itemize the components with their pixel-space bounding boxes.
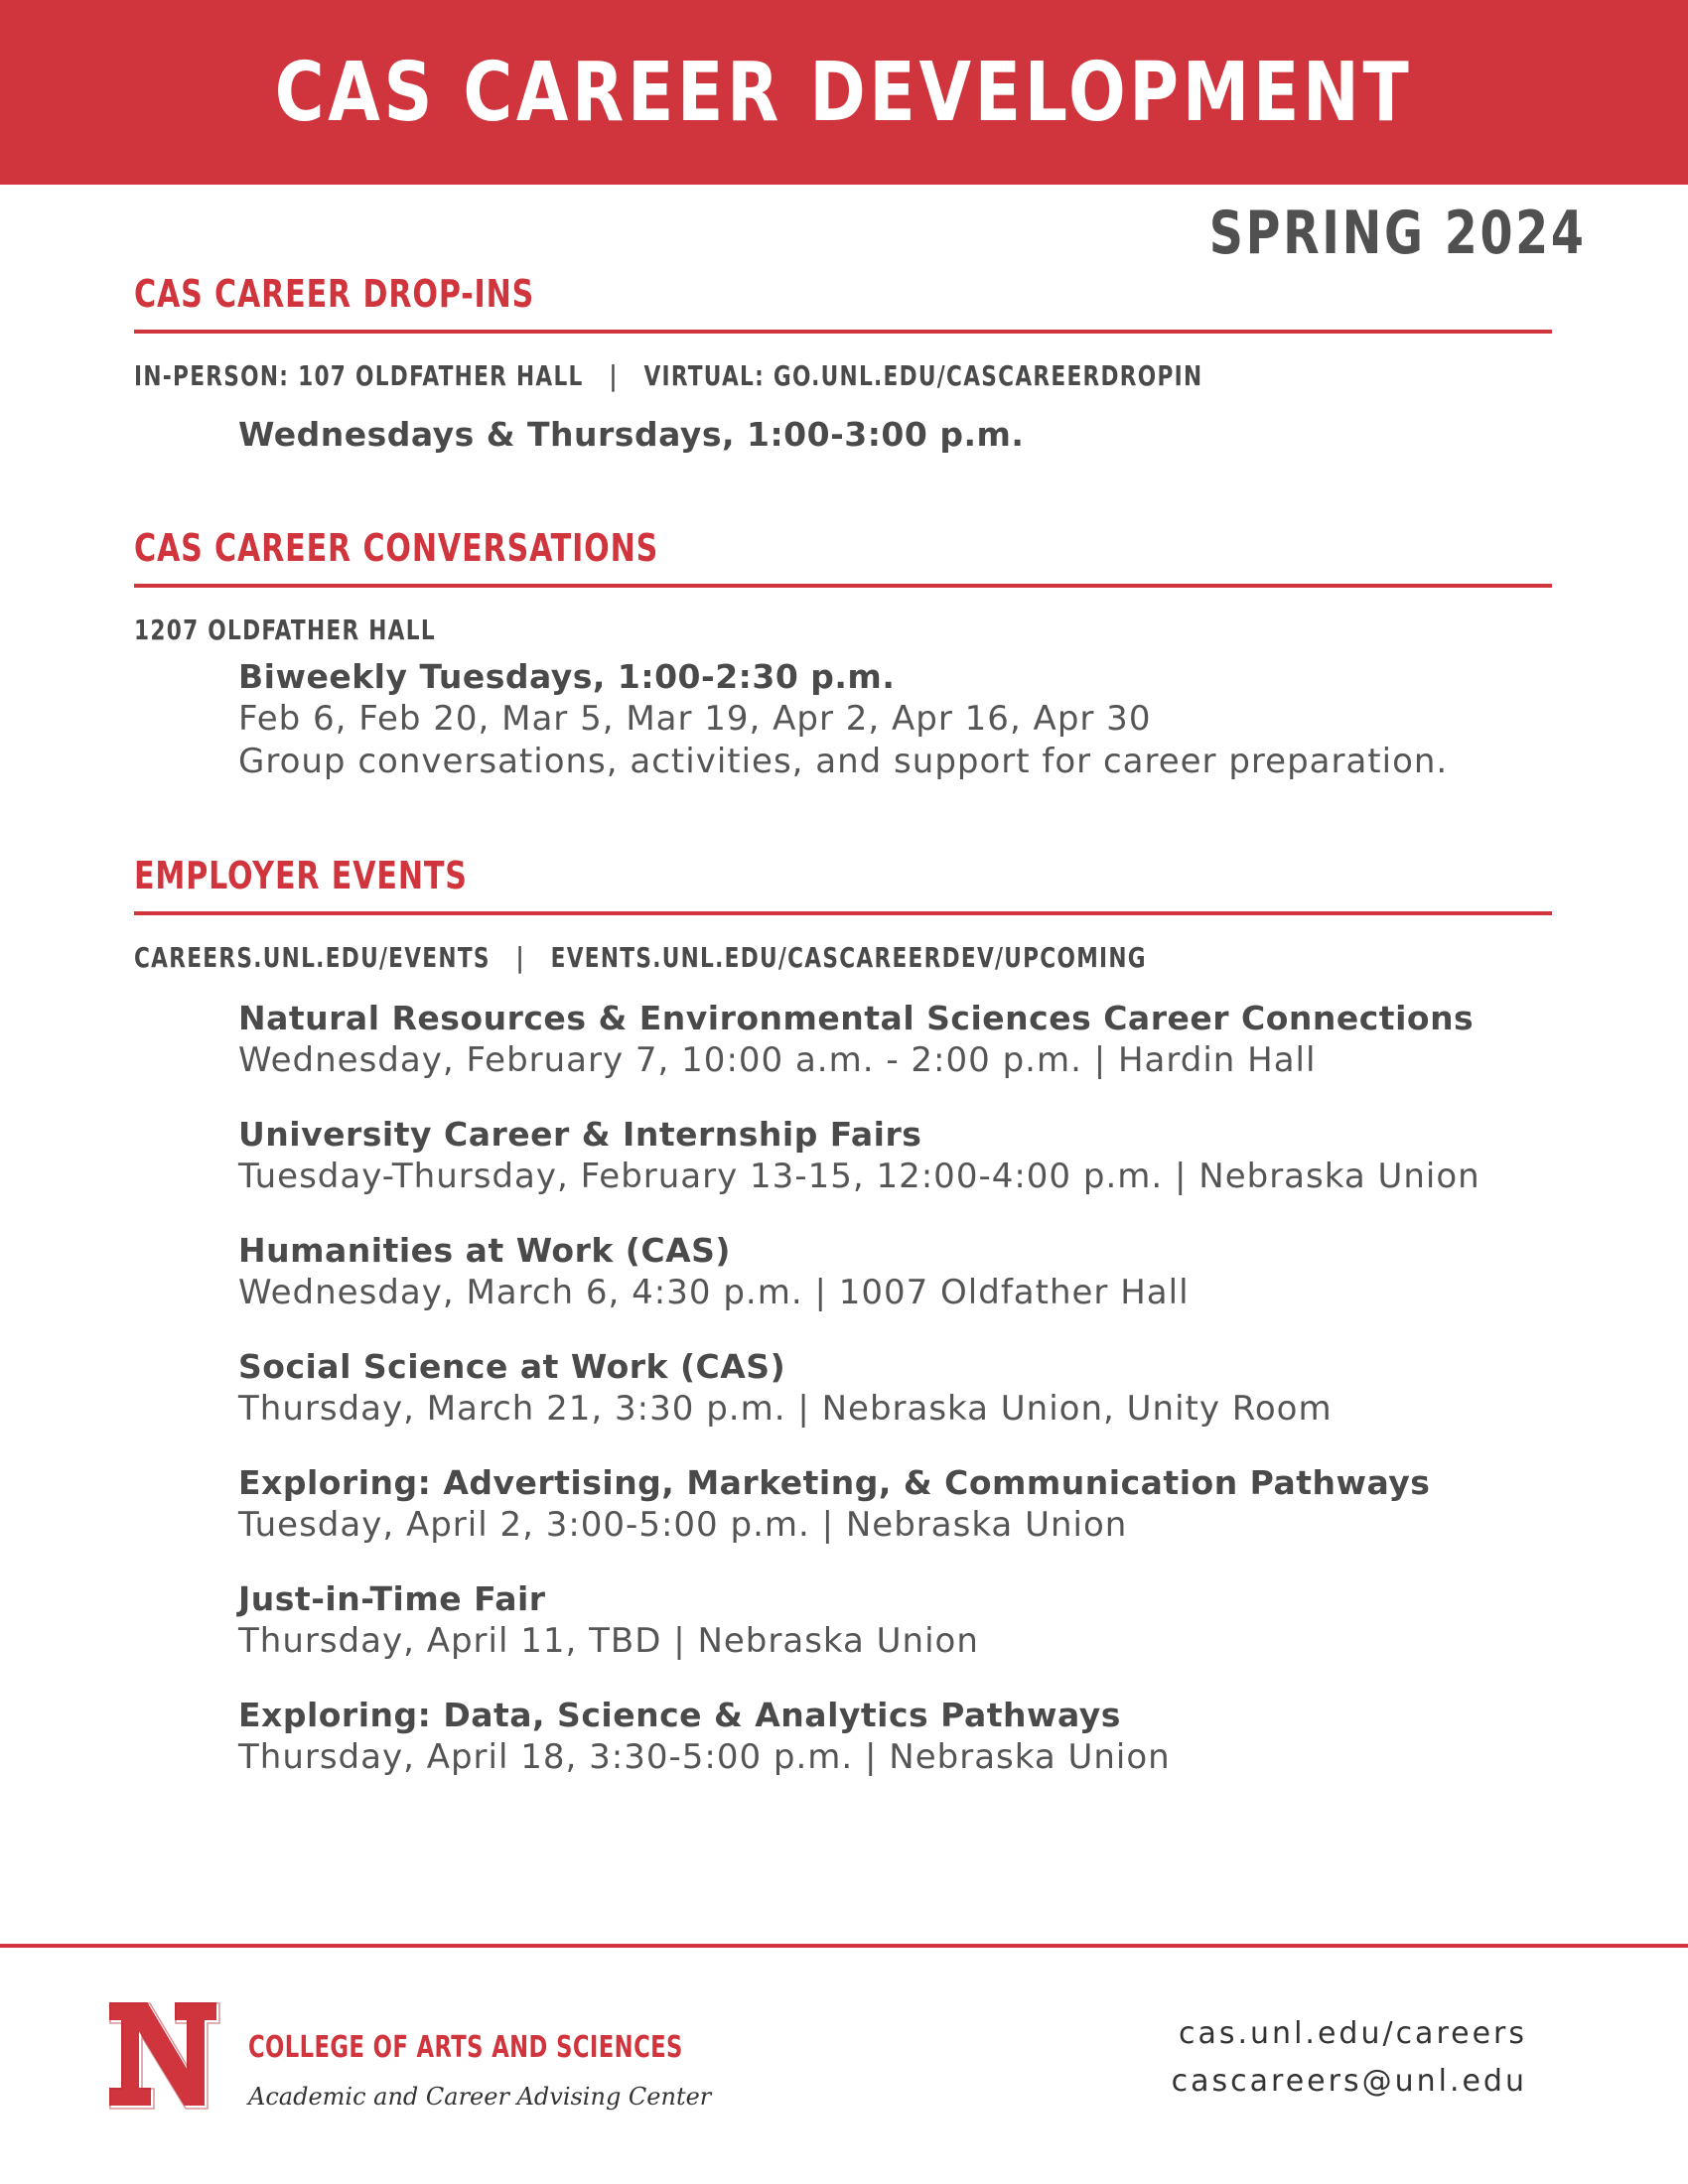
- event-list: [238, 998, 1552, 1779]
- event-details: Tuesday-Thursday, February 13-15, 12:00-4:00 p.m. | Nebraska Union: [238, 1157, 1480, 1196]
- event-name: Humanities at Work (CAS): [238, 1231, 731, 1270]
- website-link[interactable]: cas.unl.edu/careers: [1179, 2016, 1527, 2051]
- email-link[interactable]: cascareers@unl.edu: [1171, 2064, 1527, 2099]
- inperson-location: IN-PERSON: 107 OLDFATHER HALL: [134, 359, 584, 392]
- employer-title: EMPLOYER EVENTS: [134, 854, 468, 897]
- event-details: Wednesday, February 7, 10:00 a.m. - 2:00 p.m. | Hardin Hall: [238, 1040, 1317, 1080]
- event-name: Exploring: Data, Science & Analytics Pathways: [238, 1696, 1121, 1734]
- separator: |: [515, 941, 525, 974]
- event-name: Just-in-Time Fair: [238, 1579, 546, 1618]
- dropins-schedule: Wednesdays & Thursdays, 1:00-3:00 p.m.: [238, 415, 1025, 454]
- cas-events-link[interactable]: EVENTS.UNL.EDU/CASCAREERDEV/UPCOMING: [550, 941, 1147, 974]
- section-divider: [134, 911, 1552, 915]
- contact-block: [1172, 2010, 1527, 2106]
- header-banner: [0, 0, 1688, 185]
- event-details: Thursday, April 11, TBD | Nebraska Union: [238, 1621, 979, 1661]
- conversations-schedule: Biweekly Tuesdays, 1:00-2:30 p.m.: [238, 657, 896, 696]
- event-details: Tuesday, April 2, 3:00-5:00 p.m. | Nebraska Union: [238, 1505, 1128, 1545]
- virtual-link[interactable]: VIRTUAL: GO.UNL.EDU/CASCAREERDROPIN: [643, 359, 1203, 392]
- event-name: University Career & Internship Fairs: [238, 1115, 922, 1154]
- event-item: [238, 998, 1552, 1082]
- conversations-dates: Feb 6, Feb 20, Mar 5, Mar 19, Apr 2, Apr 16, Apr 30: [238, 699, 1152, 739]
- college-name: COLLEGE OF ARTS AND SCIENCES: [248, 2030, 683, 2065]
- event-item: [238, 1695, 1552, 1779]
- advising-center-name: Academic and Career Advising Center: [248, 2083, 712, 2111]
- event-details: Thursday, March 21, 3:30 p.m. | Nebraska Union, Unity Room: [238, 1389, 1333, 1429]
- conversations-title: CAS CAREER CONVERSATIONS: [134, 526, 659, 570]
- section-divider: [134, 584, 1552, 588]
- conversations-location: 1207 OLDFATHER HALL: [134, 614, 436, 646]
- page-title: CAS CAREER DEVELOPMENT: [275, 45, 1413, 140]
- event-item: [238, 1230, 1552, 1314]
- employer-links: [134, 941, 1353, 974]
- event-name: Exploring: Advertising, Marketing, & Communication Pathways: [238, 1463, 1431, 1502]
- conversations-section: [134, 526, 1552, 783]
- event-name: Natural Resources & Environmental Sciences Career Connections: [238, 999, 1475, 1037]
- section-divider: [134, 330, 1552, 334]
- event-item: [238, 1462, 1552, 1547]
- conversations-description: Group conversations, activities, and support for career preparation.: [238, 742, 1449, 781]
- event-details: Wednesday, March 6, 4:30 p.m. | 1007 Oldfather Hall: [238, 1273, 1190, 1312]
- dropins-section: [134, 272, 1552, 456]
- term-label: SPRING 2024: [1209, 199, 1587, 268]
- dropins-title: CAS CAREER DROP-INS: [134, 272, 535, 316]
- conversations-body: [238, 656, 1552, 783]
- separator: |: [609, 359, 619, 392]
- event-item: [238, 1346, 1552, 1431]
- employer-section: [134, 854, 1552, 1779]
- dropins-locations: [134, 359, 1353, 392]
- careers-events-link[interactable]: CAREERS.UNL.EDU/EVENTS: [134, 941, 491, 974]
- event-item: [238, 1114, 1552, 1198]
- event-details: Thursday, April 18, 3:30-5:00 p.m. | Nebraska Union: [238, 1737, 1171, 1777]
- event-item: [238, 1578, 1552, 1663]
- footer-divider: [0, 1944, 1688, 1948]
- event-name: Social Science at Work (CAS): [238, 1347, 786, 1386]
- nebraska-n-logo-icon: [104, 1995, 221, 2113]
